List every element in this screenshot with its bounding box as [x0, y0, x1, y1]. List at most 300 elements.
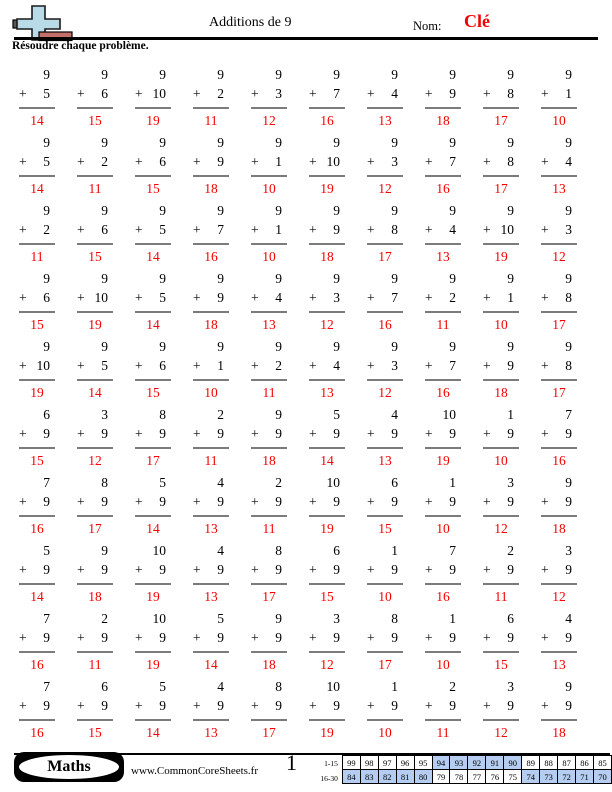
sum-line — [19, 311, 55, 313]
problem-bottom-operand: 7 — [391, 290, 398, 305]
problem-top-operand: 9 — [449, 339, 456, 354]
problem-operator-row — [483, 84, 519, 104]
problem-operator-row — [309, 628, 345, 648]
plus-operator: + — [425, 630, 433, 645]
score-row-label: 16-30 — [320, 773, 338, 783]
problem-top-operand: 9 — [101, 543, 108, 558]
problem-answer: 14 — [146, 521, 160, 536]
problem-cell — [66, 334, 124, 402]
problem-top-operand: 8 — [159, 407, 166, 422]
plus-operator: + — [541, 698, 549, 713]
problem-answer: 16 — [30, 725, 44, 740]
problem-answer: 17 — [146, 453, 160, 468]
problem-operator-row — [541, 424, 577, 444]
score-cell: 95 — [414, 756, 432, 770]
problem-operator-row — [367, 628, 403, 648]
problems-grid — [8, 62, 588, 742]
problem-operator-row — [251, 288, 287, 308]
problem-cell — [182, 538, 240, 606]
problem-cell — [472, 198, 530, 266]
problem-answer: 15 — [494, 657, 508, 672]
problem — [19, 266, 55, 334]
plus-operator: + — [425, 426, 433, 441]
plus-operator: + — [135, 562, 143, 577]
problem-top-operand: 9 — [565, 67, 572, 82]
problem-cell — [240, 606, 298, 674]
problem-cell — [298, 606, 356, 674]
problem-answer: 10 — [436, 521, 450, 536]
problem-top-operand: 3 — [565, 543, 572, 558]
problem-top-operand: 9 — [275, 67, 282, 82]
problem-cell — [182, 198, 240, 266]
problem-answer: 13 — [204, 589, 218, 604]
plus-operator: + — [541, 358, 549, 373]
problem-cell — [240, 266, 298, 334]
problem-answer: 10 — [378, 589, 392, 604]
problem-bottom-operand: 2 — [275, 358, 282, 373]
problem-answer: 11 — [88, 657, 102, 672]
problem-cell — [414, 606, 472, 674]
problem-operator-row — [541, 696, 577, 716]
problem-answer: 16 — [30, 521, 44, 536]
score-cell: 98 — [360, 756, 378, 770]
problem — [483, 266, 519, 334]
problem-top-operand: 9 — [159, 339, 166, 354]
problem-cell — [472, 470, 530, 538]
problem-answer: 10 — [552, 113, 566, 128]
plus-operator: + — [425, 290, 433, 305]
plus-operator: + — [193, 290, 201, 305]
problem-answer: 11 — [436, 317, 450, 332]
problem-bottom-operand: 9 — [159, 494, 166, 509]
problem-top-operand: 6 — [333, 543, 340, 558]
problem-top-operand: 6 — [101, 679, 108, 694]
problem-operator-row — [77, 220, 113, 240]
problem-top-operand: 9 — [43, 67, 50, 82]
problem — [193, 606, 229, 674]
sum-line — [193, 583, 229, 585]
plus-operator: + — [309, 630, 317, 645]
sum-line — [483, 651, 519, 653]
problem-bottom-operand: 6 — [159, 358, 166, 373]
problem-cell — [356, 198, 414, 266]
score-cell: 77 — [468, 770, 486, 784]
problem-bottom-operand: 9 — [101, 562, 108, 577]
problem — [541, 470, 577, 538]
problem-bottom-operand: 6 — [101, 86, 108, 101]
problem — [251, 606, 287, 674]
problem-operator-row — [19, 356, 55, 376]
problem-cell — [530, 402, 588, 470]
plus-operator: + — [77, 562, 85, 577]
problem-top-operand: 7 — [43, 611, 50, 626]
problem-operator-row — [77, 288, 113, 308]
sum-line — [483, 583, 519, 585]
problem-bottom-operand: 9 — [391, 562, 398, 577]
problem-top-operand: 1 — [391, 679, 398, 694]
problem-bottom-operand: 9 — [449, 426, 456, 441]
problem-bottom-operand: 7 — [449, 358, 456, 373]
plus-operator: + — [193, 494, 201, 509]
problem-answer: 13 — [378, 453, 392, 468]
plus-operator: + — [135, 630, 143, 645]
problem-answer: 13 — [552, 657, 566, 672]
problem-top-operand: 9 — [101, 135, 108, 150]
problem-operator-row — [77, 356, 113, 376]
problem-bottom-operand: 2 — [101, 154, 108, 169]
problem-bottom-operand: 9 — [217, 562, 224, 577]
brand-label: Maths — [19, 755, 119, 779]
sum-line — [541, 515, 577, 517]
problem-bottom-operand: 9 — [449, 698, 456, 713]
problem-answer: 17 — [494, 181, 508, 196]
problem-cell — [182, 62, 240, 130]
problem-cell — [8, 130, 66, 198]
problem-answer: 16 — [436, 385, 450, 400]
problem-answer: 13 — [436, 249, 450, 264]
problem-cell — [124, 470, 182, 538]
problem-bottom-operand: 9 — [565, 426, 572, 441]
plus-operator: + — [483, 426, 491, 441]
problem-top-operand: 5 — [43, 543, 50, 558]
problem-cell — [8, 674, 66, 742]
score-cell: 71 — [576, 770, 594, 784]
sum-line — [77, 583, 113, 585]
problem-cell — [8, 470, 66, 538]
sum-line — [425, 447, 461, 449]
problem-operator-row — [251, 424, 287, 444]
problem-operator-row — [193, 84, 229, 104]
plus-operator: + — [77, 630, 85, 645]
problem-top-operand: 3 — [507, 679, 514, 694]
problem-operator-row — [541, 356, 577, 376]
sum-line — [425, 719, 461, 721]
problem-top-operand: 9 — [333, 339, 340, 354]
problem-bottom-operand: 9 — [217, 290, 224, 305]
problem-answer: 15 — [88, 113, 102, 128]
problem-bottom-operand: 10 — [94, 290, 108, 305]
problem — [425, 538, 461, 606]
plus-operator: + — [19, 86, 27, 101]
problem — [541, 130, 577, 198]
problem-answer: 12 — [494, 725, 508, 740]
score-cell: 76 — [486, 770, 504, 784]
problem-operator-row — [77, 696, 113, 716]
sum-line — [251, 583, 287, 585]
problem-top-operand: 4 — [565, 611, 572, 626]
problem — [541, 198, 577, 266]
problem-cell — [240, 334, 298, 402]
problem-top-operand: 9 — [217, 203, 224, 218]
problem-answer: 11 — [262, 385, 276, 400]
plus-operator: + — [367, 494, 375, 509]
problem-bottom-operand: 5 — [101, 358, 108, 373]
problem-bottom-operand: 9 — [43, 562, 50, 577]
sum-line — [251, 243, 287, 245]
plus-operator: + — [541, 630, 549, 645]
plus-operator: + — [483, 358, 491, 373]
problem-bottom-operand: 9 — [159, 630, 166, 645]
sum-line — [251, 175, 287, 177]
sum-line — [19, 107, 55, 109]
problem-top-operand: 4 — [217, 679, 224, 694]
sum-line — [251, 515, 287, 517]
problem-cell — [124, 198, 182, 266]
problem — [309, 674, 345, 742]
problem-answer: 12 — [552, 589, 566, 604]
problem-cell — [8, 266, 66, 334]
problem-bottom-operand: 9 — [507, 358, 514, 373]
problem-cell — [240, 130, 298, 198]
plus-operator: + — [483, 562, 491, 577]
problem-bottom-operand: 1 — [565, 86, 572, 101]
problem — [367, 334, 403, 402]
problem-operator-row — [19, 152, 55, 172]
problem-bottom-operand: 9 — [217, 426, 224, 441]
problem-operator-row — [251, 628, 287, 648]
problem-top-operand: 9 — [275, 339, 282, 354]
problem — [19, 606, 55, 674]
score-cell: 85 — [593, 756, 611, 770]
problem — [135, 538, 171, 606]
problem-top-operand: 4 — [217, 475, 224, 490]
score-cell: 90 — [504, 756, 522, 770]
problem — [193, 538, 229, 606]
problem-answer: 18 — [204, 181, 218, 196]
problem-bottom-operand: 7 — [449, 154, 456, 169]
problem — [19, 674, 55, 742]
problem-cell — [124, 130, 182, 198]
plus-operator: + — [541, 562, 549, 577]
problem-operator-row — [135, 492, 171, 512]
sum-line — [19, 243, 55, 245]
problem-cell — [356, 470, 414, 538]
sum-line — [193, 107, 229, 109]
problem-bottom-operand: 10 — [152, 86, 166, 101]
sum-line — [541, 447, 577, 449]
plus-operator: + — [193, 358, 201, 373]
problem — [483, 606, 519, 674]
score-cell: 80 — [414, 770, 432, 784]
problem-operator-row — [135, 696, 171, 716]
problem-bottom-operand: 9 — [159, 562, 166, 577]
sum-line — [425, 243, 461, 245]
problem-top-operand: 9 — [159, 203, 166, 218]
problem-cell — [298, 198, 356, 266]
problem-top-operand: 10 — [326, 679, 340, 694]
sum-line — [193, 515, 229, 517]
problem-bottom-operand: 9 — [391, 698, 398, 713]
score-cell: 91 — [486, 756, 504, 770]
score-cell: 78 — [450, 770, 468, 784]
problem-top-operand: 9 — [449, 67, 456, 82]
sum-line — [77, 379, 113, 381]
problem-answer: 18 — [88, 589, 102, 604]
problem-bottom-operand: 9 — [101, 426, 108, 441]
problem-operator-row — [425, 492, 461, 512]
problem-cell — [356, 606, 414, 674]
problem-top-operand: 9 — [275, 611, 282, 626]
problem-answer: 14 — [30, 181, 44, 196]
problem — [135, 62, 171, 130]
sum-line — [541, 311, 577, 313]
problem-answer: 19 — [146, 589, 160, 604]
score-cell: 79 — [432, 770, 450, 784]
plus-operator: + — [193, 222, 201, 237]
problem — [251, 402, 287, 470]
problem-operator-row — [19, 492, 55, 512]
problem-operator-row — [367, 84, 403, 104]
plus-operator: + — [425, 494, 433, 509]
plus-operator: + — [251, 290, 259, 305]
page-number: 1 — [286, 750, 297, 775]
problem-operator-row — [541, 220, 577, 240]
problem-operator-row — [541, 560, 577, 580]
plus-operator: + — [251, 562, 259, 577]
problem-answer: 16 — [552, 453, 566, 468]
problem-cell — [8, 606, 66, 674]
problem-operator-row — [309, 84, 345, 104]
problem-operator-row — [309, 152, 345, 172]
problem-top-operand: 7 — [43, 475, 50, 490]
problem-operator-row — [483, 696, 519, 716]
problem-cell — [182, 266, 240, 334]
problem-operator-row — [251, 356, 287, 376]
problem-bottom-operand: 10 — [326, 154, 340, 169]
sum-line — [367, 447, 403, 449]
sum-line — [425, 175, 461, 177]
problem-bottom-operand: 9 — [449, 562, 456, 577]
problem — [483, 130, 519, 198]
problem-top-operand: 1 — [507, 407, 514, 422]
problem — [483, 198, 519, 266]
problem-operator-row — [541, 84, 577, 104]
plus-operator: + — [251, 630, 259, 645]
sum-line — [367, 379, 403, 381]
problem — [193, 334, 229, 402]
problem-operator-row — [483, 356, 519, 376]
problem-answer: 14 — [320, 453, 334, 468]
problem-operator-row — [77, 560, 113, 580]
problem — [541, 402, 577, 470]
problem-top-operand: 9 — [391, 67, 398, 82]
problem-operator-row — [483, 152, 519, 172]
problem-cell — [8, 198, 66, 266]
problem-bottom-operand: 9 — [507, 494, 514, 509]
problem-top-operand: 6 — [391, 475, 398, 490]
problem-top-operand: 9 — [333, 135, 340, 150]
problem — [425, 266, 461, 334]
plus-operator: + — [19, 290, 27, 305]
problem-top-operand: 9 — [159, 135, 166, 150]
problem-bottom-operand: 5 — [159, 222, 166, 237]
problem-bottom-operand: 9 — [333, 562, 340, 577]
problem-operator-row — [135, 220, 171, 240]
problem-answer: 19 — [30, 385, 44, 400]
problem — [483, 674, 519, 742]
sum-line — [541, 379, 577, 381]
problem-cell — [530, 266, 588, 334]
problem — [309, 62, 345, 130]
plus-operator: + — [135, 358, 143, 373]
problem-top-operand: 9 — [43, 271, 50, 286]
plus-operator: + — [425, 222, 433, 237]
problem-cell — [414, 130, 472, 198]
problem-operator-row — [77, 628, 113, 648]
problem-top-operand: 7 — [565, 407, 572, 422]
plus-operator: + — [251, 698, 259, 713]
problem — [135, 198, 171, 266]
problem-answer: 16 — [378, 317, 392, 332]
sum-line — [135, 447, 171, 449]
sum-line — [309, 651, 345, 653]
sum-line — [19, 379, 55, 381]
problem — [541, 674, 577, 742]
sum-line — [193, 651, 229, 653]
problem — [77, 606, 113, 674]
problem-answer: 16 — [320, 113, 334, 128]
sum-line — [251, 447, 287, 449]
problem-operator-row — [77, 424, 113, 444]
problem-operator-row — [309, 492, 345, 512]
problem — [309, 470, 345, 538]
sum-line — [77, 515, 113, 517]
problem-operator-row — [425, 220, 461, 240]
problem — [77, 198, 113, 266]
plus-operator: + — [135, 222, 143, 237]
problem-operator-row — [367, 424, 403, 444]
sum-line — [193, 447, 229, 449]
problem-bottom-operand: 9 — [565, 630, 572, 645]
problem — [483, 334, 519, 402]
problem-answer: 12 — [494, 521, 508, 536]
problem-answer: 18 — [262, 453, 276, 468]
problem-answer: 11 — [436, 725, 450, 740]
problem-operator-row — [193, 220, 229, 240]
sum-line — [367, 107, 403, 109]
problem-cell — [66, 470, 124, 538]
problem-cell — [182, 402, 240, 470]
problem-top-operand: 9 — [391, 339, 398, 354]
plus-operator: + — [309, 426, 317, 441]
sum-line — [251, 379, 287, 381]
website-url: www.CommonCoreSheets.fr — [131, 765, 258, 777]
problem-cell — [356, 674, 414, 742]
problem — [193, 130, 229, 198]
sum-line — [309, 515, 345, 517]
score-cell: 97 — [378, 756, 396, 770]
problem-operator-row — [541, 152, 577, 172]
problem-top-operand: 9 — [333, 67, 340, 82]
problem-answer: 14 — [30, 589, 44, 604]
problem — [19, 130, 55, 198]
problem — [193, 198, 229, 266]
plus-operator: + — [251, 494, 259, 509]
problem — [251, 62, 287, 130]
problem-top-operand: 5 — [159, 475, 166, 490]
instruction-text: Résoudre chaque problème. — [12, 40, 149, 52]
score-cell: 96 — [396, 756, 414, 770]
sum-line — [251, 719, 287, 721]
problem-operator-row — [425, 628, 461, 648]
problem-top-operand: 10 — [442, 407, 456, 422]
problem-cell — [298, 538, 356, 606]
problem — [19, 402, 55, 470]
problem — [77, 266, 113, 334]
problem-operator-row — [367, 220, 403, 240]
sum-line — [135, 719, 171, 721]
problem-bottom-operand: 1 — [507, 290, 514, 305]
